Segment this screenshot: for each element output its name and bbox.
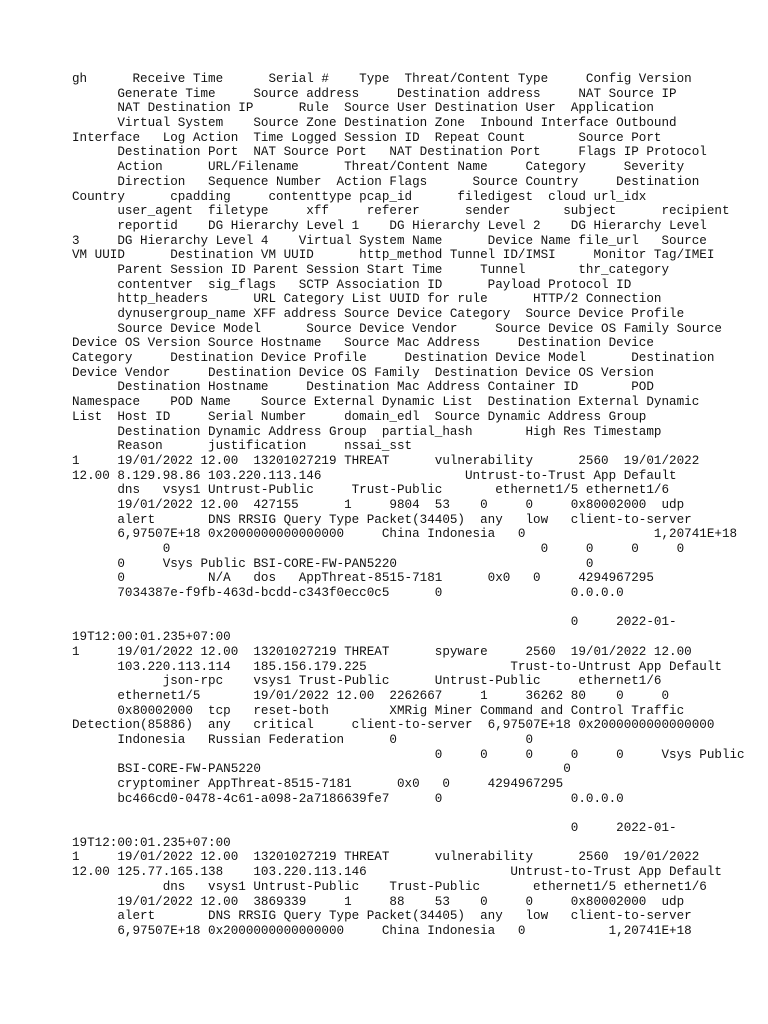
text-line: Direction Sequence Number Action Flags Source Country Destination — [72, 174, 700, 189]
text-line: 12.00 125.77.165.138 103.220.113.146 Untrust-to-Trust App Default — [72, 865, 722, 880]
text-line: cryptominer AppThreat-8515-7181 0x0 0 4294967295 — [72, 777, 564, 791]
text-line — [72, 806, 700, 821]
text-line: 19T12:00:01.235+07:00 — [72, 630, 231, 645]
text-line: alert DNS RRSIG Query Type Packet(34405) any low client-to-server — [72, 909, 692, 924]
text-line: Interface Log Action Time Logged Session ID Repeat Count Source Port — [72, 130, 662, 145]
text-line: Parent Session ID Parent Session Start Time Tunnel thr_category — [72, 262, 670, 277]
text-line: 6,97507E+18 0x2000000000000000 China Indonesia 0 1,20741E+18 — [72, 923, 692, 938]
text-line: 0 Vsys Public BSI-CORE-FW-PAN5220 0 — [72, 556, 594, 571]
text-line: 1 19/01/2022 12.00 13201027219 THREAT vulnerability 2560 19/01/2022 — [72, 453, 700, 468]
text-line: contentver sig_flags SCTP Association ID Payload Protocol ID — [72, 277, 632, 292]
text-line: Virtual System Source Zone Destination Zone Inbound Interface Outbound — [72, 116, 677, 131]
text-line: 103.220.113.114 185.156.179.225 Trust-to-Untrust App Default — [72, 659, 722, 674]
text-line: 19/01/2022 12.00 3869339 1 88 53 0 0 0x80002000 udp — [72, 894, 685, 909]
text-line: Generate Time Source address Destination address NAT Source IP — [72, 86, 677, 101]
text-line: dns vsys1 Untrust-Public Trust-Public ethernet1/5 ethernet1/6 — [72, 483, 670, 498]
text-line: 7034387e-f9fb-463d-bcdd-c343f0ecc0c5 0 0.0.0.0 — [72, 586, 624, 601]
text-line: 0 0 0 0 0 Vsys Public — [72, 747, 745, 762]
document-page — [72, 72, 745, 939]
text-line — [72, 601, 700, 616]
text-line: 12.00 8.129.98.86 103.220.113.146 Untrust-to-Trust App Default — [72, 468, 677, 483]
text-line: Destination Port NAT Source Port NAT Destination Port Flags IP Protocol — [72, 145, 707, 160]
text-line: json-rpc vsys1 Trust-Public Untrust-Public ethernet1/6 — [72, 674, 662, 689]
text-line: Destination Hostname Destination Mac Address Container ID POD — [72, 380, 654, 395]
text-line: reportid DG Hierarchy Level 1 DG Hierarchy Level 2 DG Hierarchy Level — [72, 218, 707, 233]
text-line: http_headers URL Category List UUID for rule HTTP/2 Connection — [72, 292, 662, 307]
text-line: 0 2022-01- — [72, 821, 677, 836]
text-line: Device OS Version Source Hostname Source Mac Address Destination Device — [72, 336, 654, 351]
text-line: Namespace POD Name Source External Dynamic List Destination External Dynamic — [72, 395, 700, 410]
text-line: 1 19/01/2022 12.00 13201027219 THREAT vulnerability 2560 19/01/2022 — [72, 850, 700, 865]
text-line: Action URL/Filename Threat/Content Name Category Severity — [72, 160, 685, 175]
text-line: bc466cd0-0478-4c61-a098-2a7186639fe7 0 0.0.0.0 — [72, 791, 624, 806]
text-line: Country cpadding contenttype pcap_id filedigest cloud url_idx — [72, 189, 647, 204]
text-line: user_agent filetype xff referer sender subject recipient — [72, 204, 730, 219]
text-line: 0 0 0 0 0 — [72, 542, 685, 556]
text-line: alert DNS RRSIG Query Type Packet(34405) any low client-to-server — [72, 512, 692, 527]
text-line: VM UUID Destination VM UUID http_method Tunnel ID/IMSI Monitor Tag/IMEI — [72, 248, 715, 263]
text-line: Device Vendor Destination Device OS Family Destination Device OS Version — [72, 365, 654, 380]
text-line: Source Device Model Source Device Vendor Source Device OS Family Source — [72, 321, 722, 336]
text-line: gh Receive Time Serial # Type Threat/Content Type Config Version — [72, 72, 692, 86]
text-line: Category Destination Device Profile Destination Device Model Destination — [72, 351, 715, 366]
text-line: List Host ID Serial Number domain_edl Source Dynamic Address Group — [72, 409, 647, 424]
text-line: ethernet1/5 19/01/2022 12.00 2262667 1 36262 80 0 0 — [72, 688, 670, 703]
text-line: dns vsys1 Untrust-Public Trust-Public ethernet1/5 ethernet1/6 — [72, 879, 707, 894]
text-line: BSI-CORE-FW-PAN5220 0 — [72, 762, 571, 777]
text-line: 19T12:00:01.235+07:00 — [72, 835, 231, 850]
text-line: Detection(85886) any critical client-to-server 6,97507E+18 0x2000000000000000 — [72, 718, 715, 733]
text-line: 6,97507E+18 0x2000000000000000 China Indonesia 0 1,20741E+18 — [72, 527, 738, 542]
text-line: 0 N/A dos AppThreat-8515-7181 0x0 0 4294967295 — [72, 571, 654, 586]
text-line: 0 2022-01- — [72, 615, 677, 630]
text-line: Indonesia Russian Federation 0 0 — [72, 732, 534, 747]
text-line: 3 DG Hierarchy Level 4 Virtual System Name Device Name file_url Source — [72, 233, 707, 248]
text-line: Destination Dynamic Address Group partial_hash High Res Timestamp — [72, 424, 662, 439]
text-line: Reason justification nssai_sst — [72, 439, 413, 454]
text-line: NAT Destination IP Rule Source User Destination User Application — [72, 101, 654, 116]
text-line: dynusergroup_name XFF address Source Device Category Source Device Profile — [72, 307, 685, 321]
text-line: 1 19/01/2022 12.00 13201027219 THREAT spyware 2560 19/01/2022 12.00 — [72, 644, 692, 659]
text-line: 0x80002000 tcp reset-both XMRig Miner Command and Control Traffic — [72, 703, 685, 718]
text-line: 19/01/2022 12.00 427155 1 9804 53 0 0 0x80002000 udp — [72, 497, 685, 512]
